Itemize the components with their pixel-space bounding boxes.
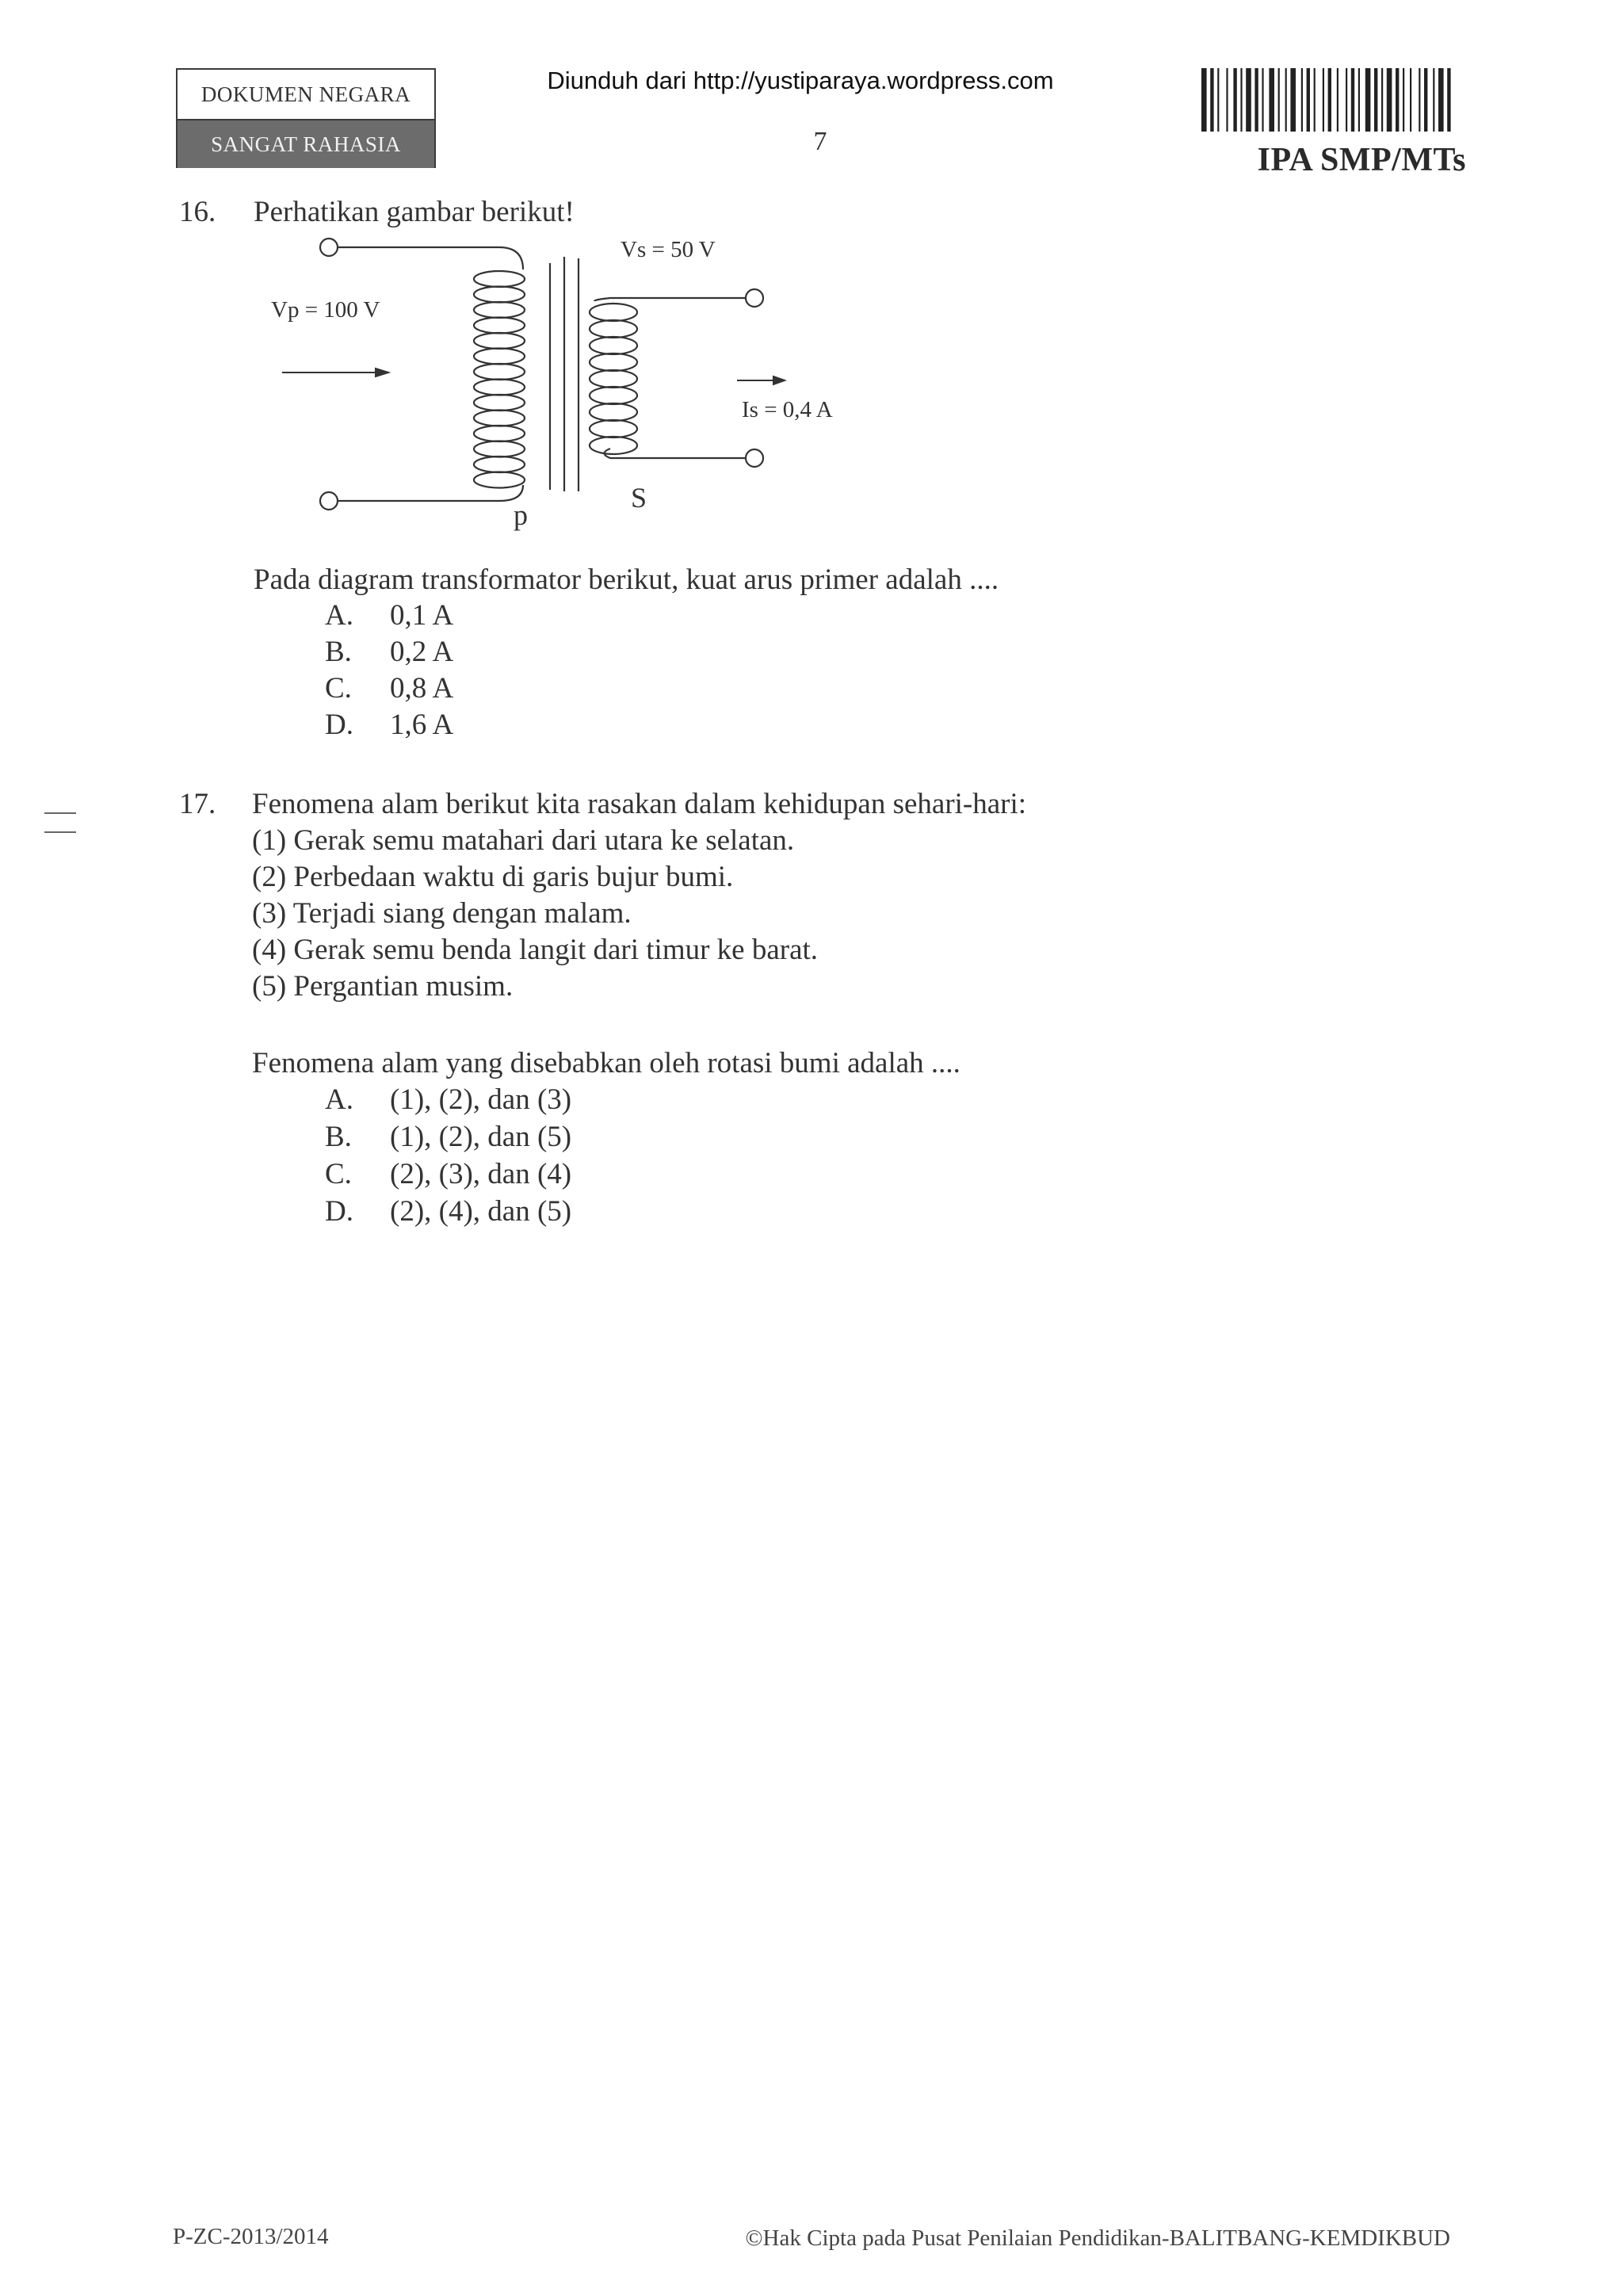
barcode-bar (1351, 68, 1354, 132)
barcode-bar (1240, 68, 1242, 132)
secondary-terminal-top (746, 289, 763, 307)
option-text: (2), (3), dan (4) (390, 1158, 572, 1190)
coil-turn (590, 353, 637, 371)
coil-turn (474, 395, 525, 411)
primary-coil (474, 271, 525, 488)
option-17-c[interactable] (325, 1157, 571, 1191)
coil-turn (590, 437, 637, 454)
coil-turn (590, 304, 637, 321)
option-text: (2), (4), dan (5) (390, 1195, 572, 1228)
barcode-bar (1301, 68, 1303, 132)
barcode-bar (1433, 68, 1434, 132)
barcode-bar (1285, 68, 1287, 132)
question-16-text: Pada diagram transformator berikut, kuat arus primer adalah .... (254, 563, 999, 596)
option-letter: B. (325, 636, 352, 668)
barcode-bar (1387, 68, 1392, 132)
vp-label: Vp = 100 V (271, 297, 380, 323)
option-17-a[interactable] (325, 1083, 571, 1117)
list-item: (1) Gerak semu matahari dari utara ke selatan. (252, 824, 795, 857)
doc-label: DOKUMEN NEGARA (178, 70, 434, 120)
option-text: (1), (2), dan (3) (390, 1083, 572, 1116)
barcode-bar (1346, 68, 1347, 132)
option-text: 0,1 A (390, 599, 454, 632)
option-16-a[interactable] (325, 598, 453, 632)
coil-turn (590, 387, 637, 404)
question-17-text: Fenomena alam yang disebabkan oleh rotasi bumi adalah .... (252, 1047, 960, 1079)
coil-turn (474, 318, 525, 334)
option-17-b[interactable] (325, 1120, 571, 1154)
barcode-bar (1328, 68, 1331, 132)
download-source-link[interactable]: Diunduh dari http://yustiparaya.wordpress.com (547, 67, 1054, 94)
page-number: 7 (813, 127, 827, 156)
barcode-bar (1201, 68, 1207, 132)
option-letter: A. (325, 599, 353, 632)
copyright-notice: ©Hak Cipta pada Pusat Penilaian Pendidikan-BALITBANG-KEMDIKBUD (745, 2225, 1450, 2251)
coil-turn (590, 337, 637, 354)
coil-turn (474, 457, 525, 472)
barcode-bar (1290, 68, 1296, 132)
coil-turn (590, 403, 637, 421)
option-letter: C. (325, 672, 352, 705)
coil-turn (474, 441, 525, 457)
option-16-c[interactable] (325, 671, 453, 705)
barcode-bar (1217, 68, 1219, 132)
barcode-bar (1262, 68, 1263, 132)
barcode-bar (1447, 68, 1450, 132)
coil-turn (474, 411, 525, 426)
document-classification-box (176, 68, 436, 168)
option-letter: C. (325, 1158, 352, 1190)
barcode-bar (1374, 68, 1377, 132)
barcode-bar (1269, 68, 1274, 132)
question-16-number: 16. (179, 196, 216, 228)
barcode-bar (1254, 68, 1258, 132)
transformer-diagram (262, 230, 896, 539)
is-label: Is = 0,4 A (742, 397, 833, 422)
option-16-b[interactable] (325, 635, 453, 669)
coil-turn (474, 287, 525, 303)
secret-label: SANGAT RAHASIA (178, 120, 434, 168)
option-letter: D. (325, 1195, 353, 1228)
coil-turn (474, 472, 525, 488)
question-17-number: 17. (179, 788, 216, 820)
coil-turn (590, 420, 637, 437)
coil-turn (590, 320, 637, 338)
primary-terminal-top (320, 239, 338, 256)
barcode-bar (1314, 68, 1316, 132)
vs-label: Vs = 50 V (621, 237, 716, 262)
margin-mark (44, 812, 76, 833)
barcode-bar (1410, 68, 1411, 132)
barcode-bar (1307, 68, 1310, 132)
option-letter: B. (325, 1121, 352, 1153)
barcode-bar (1337, 68, 1338, 132)
barcode-bar (1278, 68, 1280, 132)
coil-turn (474, 302, 525, 318)
list-item: (2) Perbedaan waktu di garis bujur bumi. (252, 861, 734, 893)
option-text: (1), (2), dan (5) (390, 1121, 572, 1153)
option-letter: D. (325, 709, 353, 741)
primary-terminal-bottom (320, 492, 338, 510)
coil-turn (590, 370, 637, 388)
document-code: P-ZC-2013/2014 (173, 2224, 329, 2249)
list-item: (3) Terjadi siang dengan malam. (252, 897, 632, 930)
coil-turn (474, 380, 525, 395)
barcode-bar (1226, 68, 1228, 132)
option-text: 0,8 A (390, 672, 454, 705)
barcode-icon (1201, 68, 1468, 132)
question-17-intro: Fenomena alam berikut kita rasakan dalam kehidupan sehari-hari: (252, 788, 1027, 820)
barcode-bar (1403, 68, 1404, 132)
secondary-terminal-bottom (746, 449, 763, 467)
barcode-bar (1323, 68, 1324, 132)
barcode-bar (1210, 68, 1213, 132)
option-letter: A. (325, 1083, 353, 1116)
secondary-coil (590, 304, 637, 454)
subject-title: IPA SMP/MTs (1257, 142, 1466, 178)
barcode-bar (1419, 68, 1420, 132)
barcode-bar (1358, 68, 1360, 132)
barcode-bar (1246, 68, 1251, 132)
coil-turn (474, 426, 525, 441)
option-17-d[interactable] (325, 1194, 571, 1228)
primary-label: p (514, 499, 528, 531)
barcode-bar (1381, 68, 1383, 132)
barcode-bar (1365, 68, 1371, 132)
coil-turn (474, 349, 525, 365)
coil-turn (474, 271, 525, 287)
option-text: 1,6 A (390, 709, 454, 741)
barcode-bar (1438, 68, 1444, 132)
question-16-prompt: Perhatikan gambar berikut! (254, 196, 575, 228)
secondary-label: S (631, 482, 647, 514)
coil-turn (474, 333, 525, 349)
barcode-bar (1396, 68, 1399, 132)
coil-turn (474, 364, 525, 380)
option-16-d[interactable] (325, 708, 453, 742)
option-text: 0,2 A (390, 636, 454, 668)
barcode-bar (1233, 68, 1236, 132)
list-item: (5) Pergantian musim. (252, 970, 514, 1003)
barcode-bar (1424, 68, 1427, 132)
list-item: (4) Gerak semu benda langit dari timur ke barat. (252, 934, 819, 966)
